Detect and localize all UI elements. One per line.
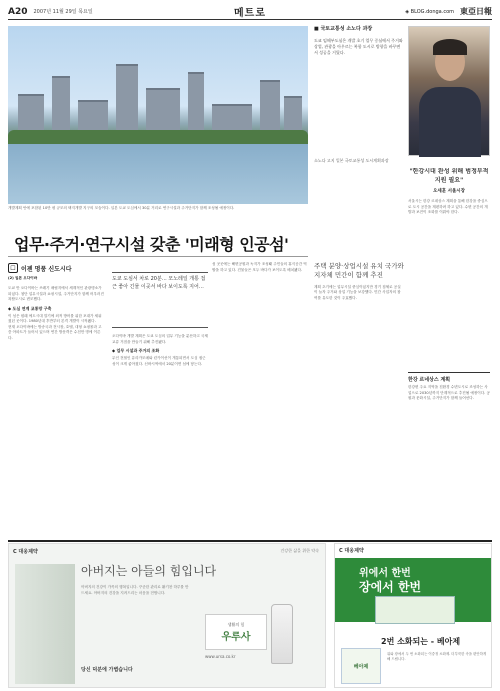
info-box — [408, 372, 490, 522]
section-name: 메트로 — [234, 8, 266, 19]
ad-photo — [15, 564, 75, 684]
info-box-text: 한강변 주요 지역을 친환경 수변도시로 조성하는 사업으로 2030년까지 단계적으로 추진될 예정이다. 공원과 문화시설, 주거단지가 함께 들어선다. — [408, 385, 490, 401]
body-column-3 — [212, 262, 308, 536]
info-box-title: 한강 르네상스 계획 — [408, 372, 490, 383]
interviewee-portrait — [408, 26, 490, 156]
mayor-column — [408, 168, 490, 364]
product-package — [205, 614, 267, 650]
advertiser-logo: C 대웅제약 — [13, 549, 38, 555]
page-header — [8, 4, 492, 20]
interview-text: 도쿄 임해부도심은 개발 초기 업무 중심에서 주거와 상업, 관광을 아우르는 복합 도시로 방향을 바꾸면서 성공을 거뒀다. — [314, 37, 403, 55]
ad-body: 위와 장에서 두 번 소화되는 이중정 소화제. 더부룩한 속을 편안하게 해 드립니다. — [387, 652, 487, 662]
interview-pull-quote: 주택 분양·상업시설 유치 국가와 지자체 민간이 함께 추진 — [314, 262, 404, 280]
product-pack: 베아제 — [341, 648, 381, 684]
mayor-name: 오세훈 서울시장 — [433, 189, 465, 195]
advertiser-logo: C 대웅제약 — [339, 548, 364, 554]
portrait-caption: 소노다 고지 일본 국토교통성 도시계획과장 — [314, 158, 389, 163]
product-slogan: 생활의 힘 — [227, 621, 245, 627]
series-subtitle: (2) 일본 오다이바 — [8, 276, 38, 280]
body-paragraph: 도쿄 만 오다이바는 쓰레기 매립지에서 세계적인 관광명소가 되었다. 첨단 업무시설과 쇼핑시설, 주거단지가 함께 어우러진 복합도시로 변모했다. — [8, 286, 104, 302]
body-paragraph: 현재 오다이바에는 방송국과 전시장, 호텔, 대형 쇼핑몰과 고층 아파트가 들어서 있으며 연간 방문객은 수천만 명에 이른다. — [8, 324, 102, 340]
subheading: ◆ 업무 시설과 주거의 조화 — [112, 348, 160, 354]
body-column-1 — [8, 286, 104, 536]
product-box — [375, 596, 455, 624]
ad-tagline: 당신 덕분에 가볍습니다 — [81, 667, 133, 673]
body-paragraph: 이 섬은 원래 에도시대 말기에 외적 방어를 위한 포대가 세워졌던 곳이다. 1980년대 후반부터 본격 개발이 시작됐다. — [8, 313, 102, 324]
body-paragraph: 섬 곳곳에는 해변공원과 녹지가 조성돼 주민들의 휴식공간 역할을 하고 있다. 건물들은 모두 바다가 보이도록 배치됐다. — [212, 262, 307, 272]
article-headline: 업무·주거·연구시설 갖춘 '미래형 인공섬' — [14, 235, 289, 254]
ad-headline: 아버지는 아들의 힘입니다 — [81, 564, 217, 578]
ursa-advertisement[interactable] — [8, 543, 326, 688]
pull-quote: 도쿄 도심서 차로 20분… 모노레일 개통 접근 좋아 긴물 이곳서 바다 보이도록 지어… — [112, 272, 208, 328]
series-box-icon: ☐ — [8, 263, 18, 273]
interview-column — [314, 262, 404, 302]
newspaper-brand: 東亞日報 — [460, 6, 492, 16]
issue-date: 2007년 11월 29일 목요일 — [33, 9, 93, 15]
series-label — [8, 262, 104, 274]
ad-subline: 건강한 삶을 위한 약속 — [280, 548, 319, 553]
ad-divider — [8, 540, 492, 542]
interview-intro — [314, 26, 404, 56]
photo-caption: 개발계획 안에 포함된 10만 평 규모의 택지개발 지구의 모습이다. 일본 도쿄 도심에서 30분 거리로 연구시설과 주거단지가 함께 조성될 예정이다. — [8, 206, 235, 210]
body-column-2 — [112, 334, 208, 536]
product-name: 우루사 — [221, 631, 251, 643]
bearse-advertisement[interactable] — [334, 543, 492, 688]
subheading: ◆ 도심 연계 교통망 구축 — [8, 305, 52, 311]
ad-body: 아버지의 건강이 가족의 행복입니다. 꾸준한 관리로 활기찬 하루를 만드세요. 아버지의 건강을 지켜드리는 마음을 전합니다. — [81, 585, 189, 596]
mayor-body: 서울시는 한강 르네상스 계획을 통해 한강을 중심으로 도시 공간을 재편하려 하고 있다. 수변 공간의 개발과 보전이 조화를 이뤄야 한다. — [408, 199, 488, 215]
series-title: 이젠 명품 신도시다 — [21, 265, 72, 273]
waterfront-photo — [8, 26, 308, 204]
ad-headline-1: 위에서 한번 — [359, 568, 411, 579]
body-paragraph: 무인 전철인 유리카모메와 린카이선이 개통되면서 도심 접근성이 크게 좋아졌다. 신바시역에서 20분이면 섬에 닿는다. — [112, 356, 206, 366]
page-number: A20 — [8, 6, 28, 17]
interview-body: 계획 초기에는 업무시설 중심이었지만 경기 침체로 공실이 늘자 주거와 상업 기능을 보강했다. 민간 사업자의 참여를 유도한 것이 주효했다. — [314, 284, 401, 300]
ad-headline-2: 장에서 한번 — [359, 580, 422, 594]
ad-url[interactable]: www.ursa.co.kr — [205, 654, 236, 659]
headline-rule — [8, 256, 308, 257]
ad-slogan: 2번 소화되는 - 베아제 — [381, 637, 461, 646]
product-bottle — [271, 604, 293, 664]
body-paragraph: 오다이바 개발 계획은 도쿄 도심의 업무 기능을 분산하고 국제 교류 거점을 만들기 위해 추진됐다. — [112, 334, 208, 344]
interview-tag: ■ 국토교통성 소노다 과장 — [314, 26, 373, 32]
mayor-headline: "한강시대 완성 위해 범정부적 지원 필요" — [409, 168, 489, 184]
blog-link[interactable]: ◈ BLOG.donga.com — [405, 8, 454, 15]
